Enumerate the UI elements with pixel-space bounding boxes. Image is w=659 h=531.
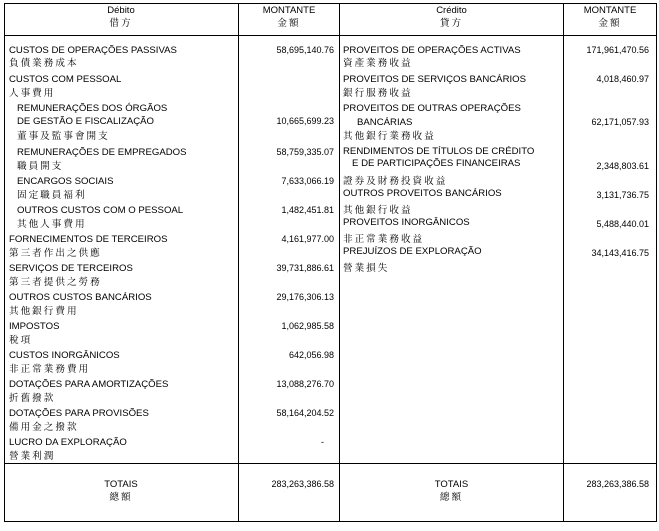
debit-subitem-zh: 職員開支 (17, 161, 64, 172)
debit-item: LUCRO DA EXPLORAÇÃO (9, 437, 127, 448)
credit-amount: 62,171,057.93 (591, 117, 649, 127)
col-divider-2 (339, 3, 340, 522)
credit-amount: 171,961,470.56 (586, 45, 649, 55)
credit-item-zh: 資產業務收益 (343, 58, 413, 69)
bottom-border (4, 521, 657, 522)
debit-amount: 39,731,886.61 (276, 263, 334, 273)
debit-header (4, 4, 238, 30)
debit-item-zh: 人事費用 (9, 88, 56, 99)
debit-amount-header-pt: MONTANTE (262, 5, 316, 16)
debit-amount: 13,088,276.70 (276, 379, 334, 389)
debit-item: FORNECIMENTOS DE TERCEIROS (9, 234, 168, 245)
debit-amount: 58,695,140.76 (276, 45, 334, 55)
right-border (656, 3, 657, 522)
totals-divider (4, 463, 657, 464)
debit-item-zh: 營業利潤 (9, 451, 56, 462)
debit-header-zh: 借方 (109, 18, 133, 29)
credit-item-zh: 銀行服務收益 (343, 88, 413, 99)
credit-totals-label-pt: TOTAIS (434, 479, 469, 490)
debit-amount: 1,062,985.58 (281, 321, 334, 331)
debit-amount: - (321, 437, 324, 447)
credit-totals-label-zh: 總額 (439, 492, 464, 503)
debit-amount: 642,056.98 (288, 350, 334, 360)
debit-amount: 58,164,204.52 (276, 408, 334, 418)
debit-totals-label-zh: 總額 (109, 492, 133, 503)
debit-subitem: REMUNERAÇÕES DE EMPREGADOS (17, 147, 187, 158)
debit-amount: 29,176,306.13 (276, 292, 334, 302)
debit-item-zh: 第三者作出之供應 (9, 248, 102, 259)
debit-item-zh: 負債業務成本 (9, 58, 79, 69)
debit-subitem: DE GESTÃO E FISCALIZAÇÃO (17, 116, 155, 127)
credit-total-amount: 283,263,386.58 (586, 479, 649, 489)
credit-item: RENDIMENTOS DE TÍTULOS DE CRÉDITO (343, 146, 535, 157)
credit-item: E DE PARTICIPAÇÕES FINANCEIRAS (352, 158, 521, 169)
credit-amount-header-pt: MONTANTE (583, 5, 637, 16)
credit-item-zh: 證券及財務投資收益 (343, 176, 448, 187)
debit-item: IMPOSTOS (9, 321, 60, 332)
debit-item-zh: 第三者提供之勞務 (9, 277, 102, 288)
credit-item: PROVEITOS DE OPERAÇÕES ACTIVAS (343, 45, 521, 56)
debit-amount: 1,482,451.81 (281, 205, 334, 215)
credit-amount: 5,488,440.01 (596, 219, 649, 229)
debit-subitem-zh: 董事及監事會開支 (17, 131, 110, 142)
debit-item: OUTROS CUSTOS BANCÁRIOS (9, 292, 152, 303)
left-border (4, 3, 5, 522)
credit-item: OUTROS PROVEITOS BANCÁRIOS (343, 188, 502, 199)
credit-item: PROVEITOS DE SERVIÇOS BANCÁRIOS (343, 74, 527, 85)
credit-header-zh: 貸方 (439, 18, 464, 29)
credit-item-zh: 營業損失 (343, 263, 390, 274)
credit-item-zh: 其他銀行收益 (343, 205, 413, 216)
credit-amount: 4,018,460.97 (596, 74, 649, 84)
credit-amount: 34,143,416.75 (591, 248, 649, 258)
debit-totals-label-pt: TOTAIS (104, 479, 138, 490)
credit-header (340, 4, 563, 30)
debit-subitem: REMUNERAÇÕES DOS ÓRGÃOS (17, 103, 168, 114)
credit-item-zh: 其他銀行業務收益 (343, 131, 436, 142)
credit-item-zh: 非正常業務收益 (343, 234, 425, 245)
debit-totals-label (4, 478, 238, 504)
debit-amount: 7,633,066.19 (281, 176, 334, 186)
debit-header-pt: Débito (107, 5, 135, 16)
credit-item: PREJUÍZOS DE EXPLORAÇÃO (343, 246, 482, 257)
credit-item: PROVEITOS DE OUTRAS OPERAÇÕES (343, 103, 521, 114)
debit-item-zh: 稅項 (9, 335, 33, 346)
debit-item: SERVIÇOS DE TERCEIROS (9, 263, 133, 274)
debit-item-zh: 其他銀行費用 (9, 306, 79, 317)
credit-amount: 2,348,803.61 (596, 161, 649, 171)
debit-item-zh: 備用金之撥款 (9, 422, 79, 433)
credit-totals-label (340, 478, 563, 504)
credit-item: PROVEITOS INORGÂNICOS (343, 217, 470, 228)
debit-item: CUSTOS INORGÂNICOS (9, 350, 120, 361)
credit-amount-header (564, 4, 656, 30)
debit-total-amount: 283,263,386.58 (271, 479, 334, 489)
debit-item: DOTAÇÕES PARA PROVISÕES (9, 408, 149, 419)
header-divider (4, 35, 657, 36)
debit-item-zh: 折舊撥款 (9, 393, 56, 404)
debit-item: DOTAÇÕES PARA AMORTIZAÇÕES (9, 379, 169, 390)
debit-subitem: ENCARGOS SOCIAIS (17, 176, 114, 187)
credit-amount: 3,131,736.75 (596, 190, 649, 200)
debit-amount: 58,759,335.07 (276, 147, 334, 157)
debit-subitem-zh: 其他人事費用 (17, 219, 87, 230)
debit-item-zh: 非正常業務費用 (9, 364, 91, 375)
credit-amount-header-zh: 金額 (598, 18, 622, 29)
credit-item: BANCÁRIAS (357, 117, 413, 128)
debit-amount-header-zh: 金額 (277, 18, 301, 29)
debit-amount-header (239, 4, 339, 30)
debit-amount: 10,665,699.23 (276, 116, 334, 126)
debit-item: CUSTOS DE OPERAÇÕES PASSIVAS (9, 45, 177, 56)
debit-subitem-zh: 固定職員福利 (17, 190, 87, 201)
credit-header-pt: Crédito (436, 5, 467, 16)
debit-item: CUSTOS COM PESSOAL (9, 74, 122, 85)
debit-amount: 4,161,977.00 (281, 234, 334, 244)
debit-subitem: OUTROS CUSTOS COM O PESSOAL (17, 205, 184, 216)
